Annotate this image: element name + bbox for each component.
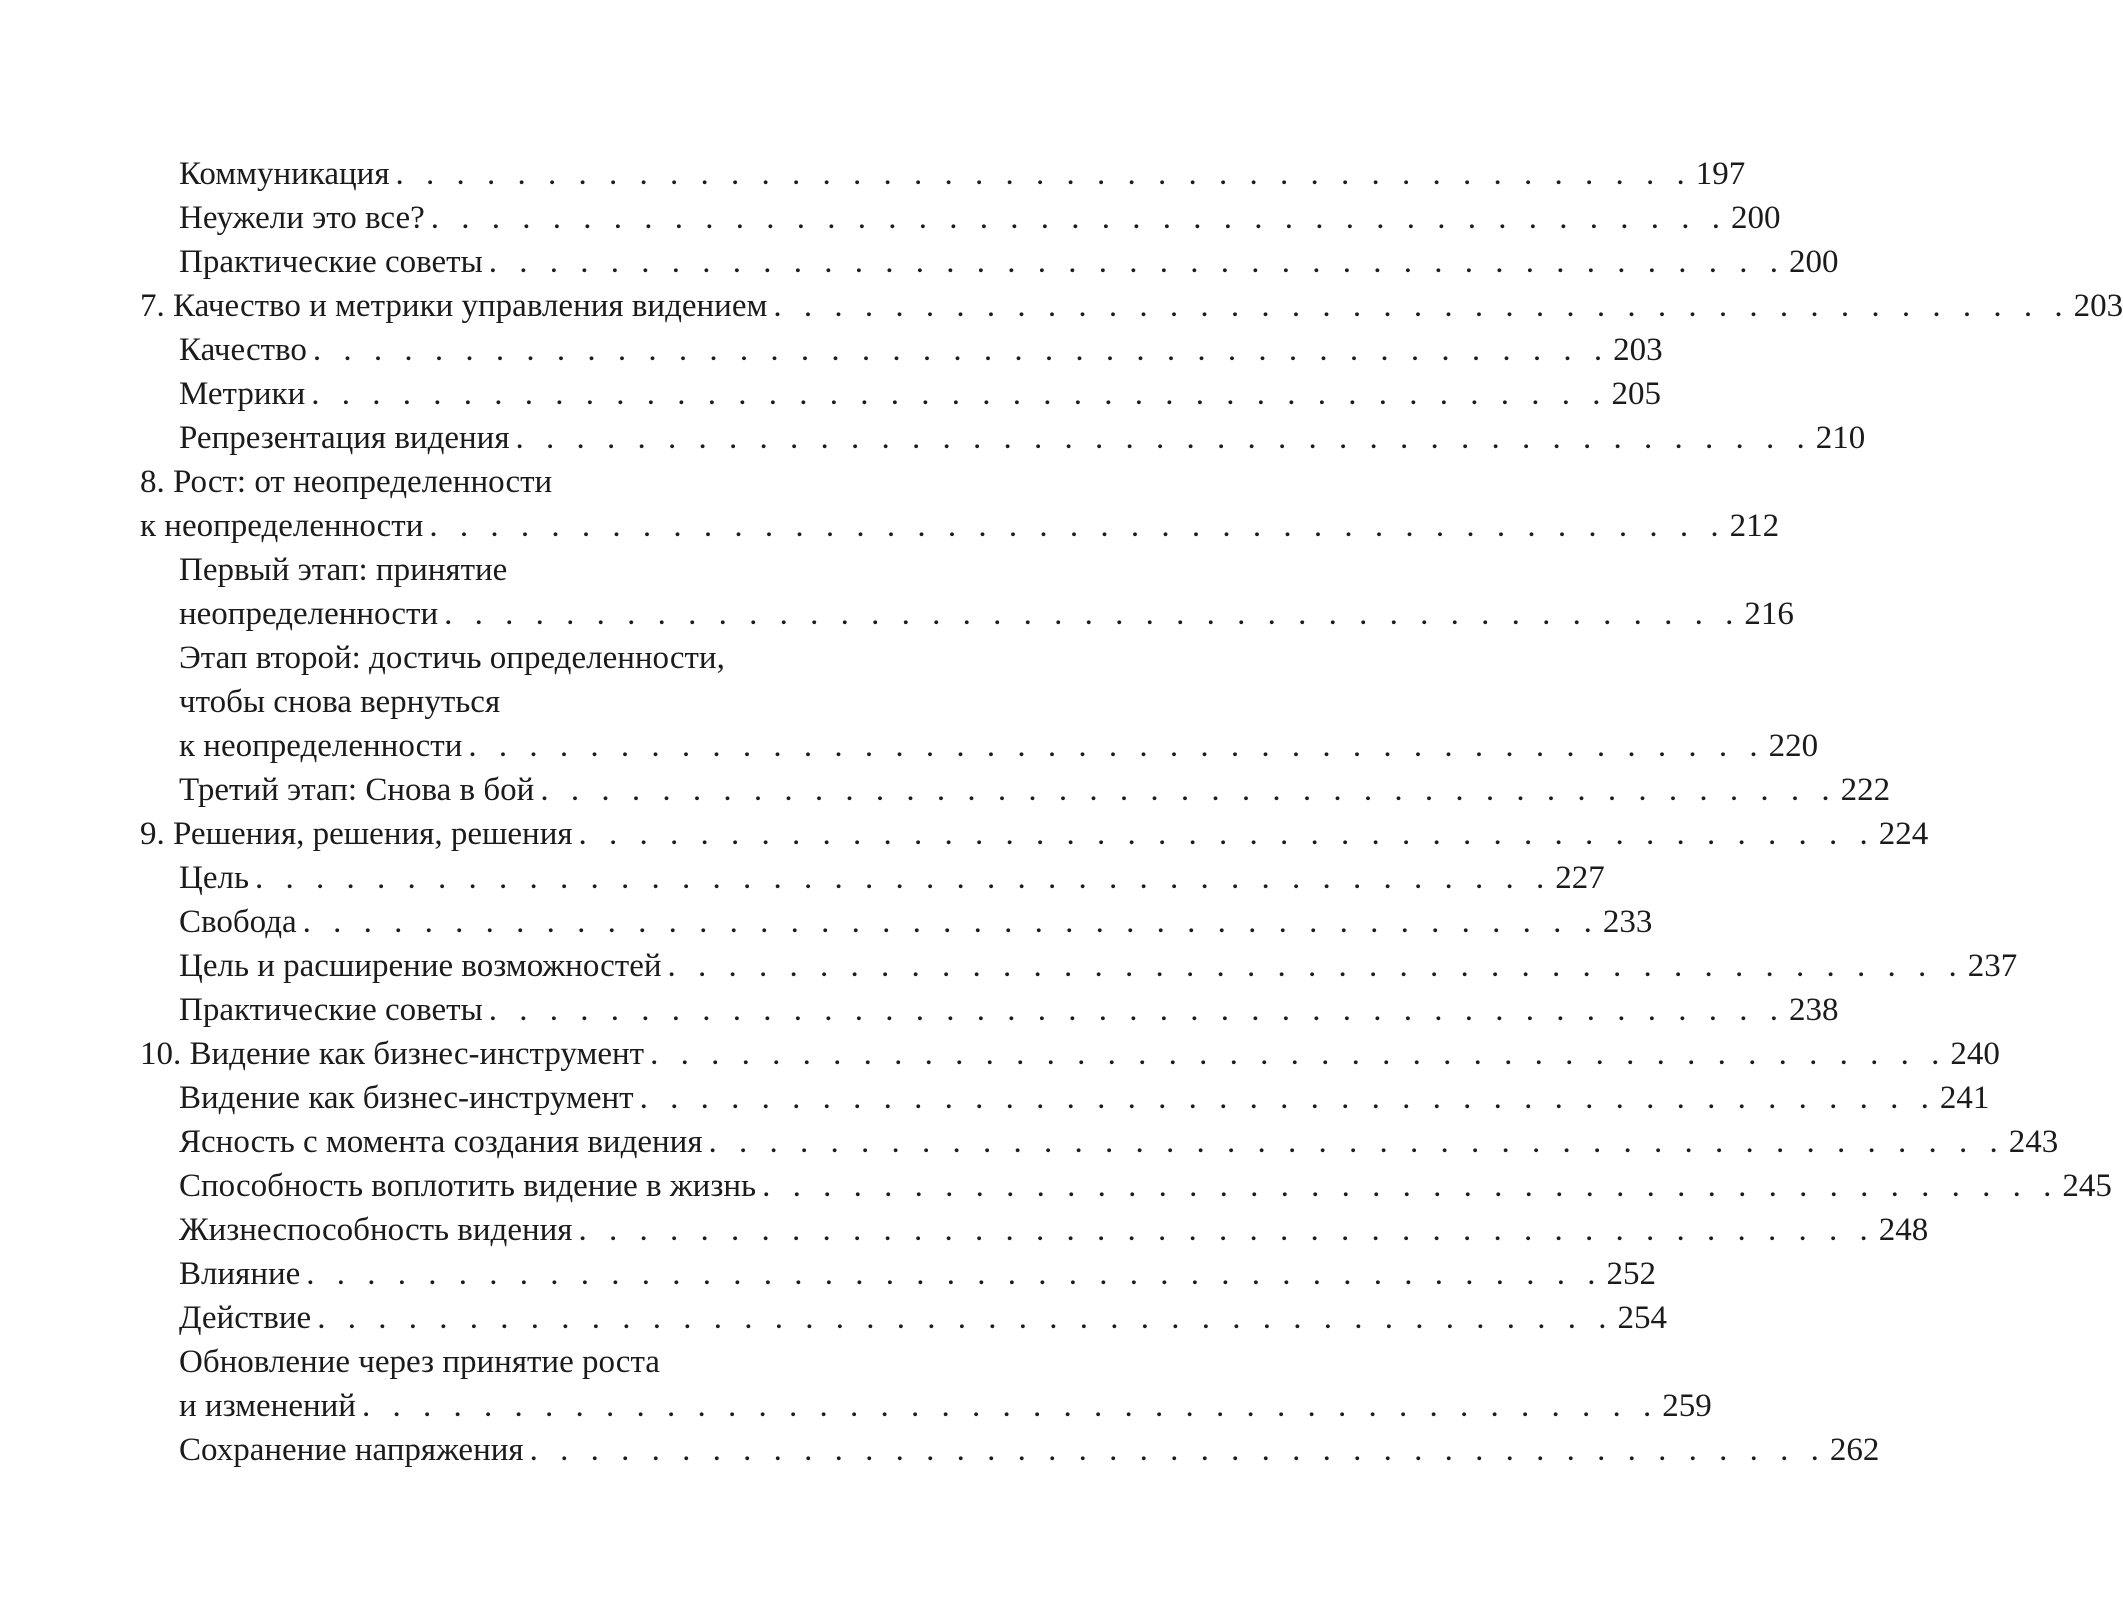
toc-entry-line bbox=[179, 1296, 1667, 1340]
toc-section-entry bbox=[140, 856, 1605, 900]
toc-chapter-entry bbox=[140, 460, 1780, 548]
toc-section-entry bbox=[140, 1340, 1712, 1428]
toc-page-number: 200 bbox=[1789, 244, 1839, 280]
dot-leader: . . . . . . . . . . . . . . . . . . . . . . . . . . . . . . . . . . . . . . . . . . . bbox=[317, 1300, 1614, 1336]
dot-leader: . . . . . . . . . . . . . . . . . . . . . . . . . . . . . . . . . . . . . . . . . . . bbox=[430, 200, 1727, 236]
toc-page-number: 245 bbox=[2062, 1168, 2112, 1204]
toc-page-number: 216 bbox=[1744, 596, 1794, 632]
toc-entry-title: 8. Рост: от неопределенности bbox=[140, 464, 553, 500]
toc-entry-line bbox=[179, 1164, 2112, 1208]
toc-chapter-entry bbox=[140, 284, 2123, 328]
toc-section-entry bbox=[140, 1428, 1880, 1472]
toc-section-entry bbox=[140, 636, 1819, 768]
toc-entry-line bbox=[179, 1340, 900, 1384]
toc-page-number: 200 bbox=[1731, 200, 1781, 236]
toc-entry-title: Метрики bbox=[179, 376, 306, 412]
toc-section-entry bbox=[140, 240, 1839, 284]
toc-section-entry bbox=[140, 1252, 1657, 1296]
toc-section-entry bbox=[140, 1164, 2112, 1208]
toc-section-entry bbox=[140, 944, 2018, 988]
dot-leader: . . . . . . . . . . . . . . . . . . . . . . . . . . . . . . . . . . . . . . . . . . . bbox=[529, 1432, 1826, 1468]
toc-page-number: 262 bbox=[1829, 1432, 1880, 1468]
toc-entry-line bbox=[140, 1032, 2000, 1076]
toc-section-entry bbox=[140, 1208, 1929, 1252]
toc-entry-title: к неопределенности bbox=[140, 508, 424, 544]
toc-section-entry bbox=[140, 900, 1653, 944]
toc-page-number: 227 bbox=[1555, 860, 1605, 896]
toc-entry-line bbox=[179, 1076, 1990, 1120]
toc-entry-line bbox=[179, 328, 1663, 372]
dot-leader: . . . . . . . . . . . . . . . . . . . . . . . . . . . . . . . . . . . . . . . . . . . bbox=[429, 508, 1726, 544]
toc-entry-title: неопределенности bbox=[179, 596, 439, 632]
dot-leader: . . . . . . . . . . . . . . . . . . . . . . . . . . . . . . . . . . . . . . . . . . . bbox=[578, 816, 1875, 852]
dot-leader: . . . . . . . . . . . . . . . . . . . . . . . . . . . . . . . . . . . . . . . . . . . bbox=[311, 376, 1608, 412]
toc-page-number: 212 bbox=[1729, 508, 1780, 544]
toc-entry-title: Способность воплотить видение в жизнь bbox=[179, 1168, 757, 1204]
toc-page-number: 233 bbox=[1602, 904, 1653, 940]
toc-entry-title: Третий этап: Снова в бой bbox=[179, 772, 535, 808]
toc-entry-title: Практические советы bbox=[179, 992, 483, 1028]
toc-entry-line bbox=[179, 680, 900, 724]
dot-leader: . . . . . . . . . . . . . . . . . . . . . . . . . . . . . . . . . . . . . . . . . . . bbox=[488, 992, 1785, 1028]
toc-section-entry bbox=[140, 1296, 1667, 1340]
toc-chapter-entry bbox=[140, 1032, 2000, 1076]
toc-entry-title: Этап второй: достичь определенности, bbox=[179, 640, 725, 676]
dot-leader: . . . . . . . . . . . . . . . . . . . . . . . . . . . . . . . . . . . . . . . . . . . bbox=[444, 596, 1741, 632]
toc-page-number: 203 bbox=[2073, 288, 2123, 324]
toc-page-number: 237 bbox=[1967, 948, 2018, 984]
toc-section-entry bbox=[140, 196, 1781, 240]
toc-entry-title: и изменений bbox=[179, 1388, 356, 1424]
dot-leader: . . . . . . . . . . . . . . . . . . . . . . . . . . . . . . . . . . . . . . . . . . . bbox=[306, 1256, 1603, 1292]
toc-entry-title: Неужели это все? bbox=[179, 200, 425, 236]
toc-page-number: 241 bbox=[1939, 1080, 1990, 1116]
toc-page-number: 248 bbox=[1878, 1212, 1929, 1248]
toc-page-number: 197 bbox=[1695, 156, 1746, 192]
toc-entry-line bbox=[179, 724, 1819, 768]
toc-entry-title: 9. Решения, решения, решения bbox=[140, 816, 573, 852]
toc-entry-line bbox=[179, 1208, 1929, 1252]
toc-page-number: 252 bbox=[1606, 1256, 1657, 1292]
toc-entry-line bbox=[179, 900, 1653, 944]
toc-entry-title: Цель и расширение возможностей bbox=[179, 948, 662, 984]
toc-entry-line bbox=[179, 1428, 1880, 1472]
dot-leader: . . . . . . . . . . . . . . . . . . . . . . . . . . . . . . . . . . . . . . . . . . . bbox=[255, 860, 1552, 896]
toc-entry-line bbox=[179, 944, 2018, 988]
toc-entry-line bbox=[179, 1120, 2059, 1164]
dot-leader: . . . . . . . . . . . . . . . . . . . . . . . . . . . . . . . . . . . . . . . . . . . bbox=[773, 288, 2070, 324]
toc-page-number: 224 bbox=[1878, 816, 1929, 852]
toc-entry-title: 10. Видение как бизнес-инструмент bbox=[140, 1036, 645, 1072]
toc-entry-line bbox=[179, 196, 1781, 240]
toc-entry-line bbox=[179, 1384, 1712, 1428]
dot-leader: . . . . . . . . . . . . . . . . . . . . . . . . . . . . . . . . . . . . . . . . . . . bbox=[395, 156, 1692, 192]
toc-page-number: 220 bbox=[1768, 728, 1819, 764]
dot-leader: . . . . . . . . . . . . . . . . . . . . . . . . . . . . . . . . . . . . . . . . . . . bbox=[650, 1036, 1947, 1072]
toc-entry-line bbox=[140, 284, 2123, 328]
table-of-contents bbox=[140, 152, 2123, 1472]
toc-section-entry bbox=[140, 768, 1891, 812]
toc-entry-line bbox=[179, 636, 900, 680]
toc-page-number: 205 bbox=[1611, 376, 1661, 412]
toc-entry-title: Свобода bbox=[179, 904, 297, 940]
toc-section-entry bbox=[140, 1076, 1990, 1120]
toc-entry-title: Коммуникация bbox=[179, 156, 390, 192]
toc-entry-line bbox=[179, 416, 1866, 460]
dot-leader: . . . . . . . . . . . . . . . . . . . . . . . . . . . . . . . . . . . . . . . . . . . bbox=[488, 244, 1785, 280]
dot-leader: . . . . . . . . . . . . . . . . . . . . . . . . . . . . . . . . . . . . . . . . . . . bbox=[468, 728, 1765, 764]
toc-entry-line bbox=[179, 768, 1891, 812]
toc-entry-title: Влияние bbox=[179, 1256, 301, 1292]
toc-page-number: 203 bbox=[1613, 332, 1663, 368]
toc-entry-title: Цель bbox=[179, 860, 249, 896]
dot-leader: . . . . . . . . . . . . . . . . . . . . . . . . . . . . . . . . . . . . . . . . . . . bbox=[639, 1080, 1936, 1116]
dot-leader: . . . . . . . . . . . . . . . . . . . . . . . . . . . . . . . . . . . . . . . . . . . bbox=[540, 772, 1837, 808]
toc-entry-line bbox=[140, 812, 1929, 856]
toc-section-entry bbox=[140, 548, 1794, 636]
toc-entry-line bbox=[179, 988, 1839, 1032]
toc-entry-line bbox=[140, 504, 1780, 548]
toc-entry-line bbox=[179, 592, 1794, 636]
dot-leader: . . . . . . . . . . . . . . . . . . . . . . . . . . . . . . . . . . . . . . . . . . . bbox=[578, 1212, 1875, 1248]
toc-entry-line bbox=[179, 856, 1605, 900]
toc-entry-title: 7. Качество и метрики управления видением bbox=[140, 288, 768, 324]
toc-entry-line bbox=[179, 240, 1839, 284]
toc-section-entry bbox=[140, 1120, 2059, 1164]
dot-leader: . . . . . . . . . . . . . . . . . . . . . . . . . . . . . . . . . . . . . . . . . . . bbox=[708, 1124, 2005, 1160]
toc-entry-title: Видение как бизнес-инструмент bbox=[179, 1080, 634, 1116]
toc-entry-line bbox=[140, 460, 900, 504]
dot-leader: . . . . . . . . . . . . . . . . . . . . . . . . . . . . . . . . . . . . . . . . . . . bbox=[667, 948, 1964, 984]
toc-page-number: 259 bbox=[1662, 1388, 1712, 1424]
toc-entry-title: Жизнеспособность видения bbox=[179, 1212, 573, 1248]
toc-page-number: 243 bbox=[2008, 1124, 2059, 1160]
toc-entry-title: Ясность с момента создания видения bbox=[179, 1124, 703, 1160]
toc-page-number: 210 bbox=[1815, 420, 1866, 456]
toc-entry-title: к неопределенности bbox=[179, 728, 463, 764]
dot-leader: . . . . . . . . . . . . . . . . . . . . . . . . . . . . . . . . . . . . . . . . . . . bbox=[762, 1168, 2059, 1204]
toc-entry-title: Репрезентация видения bbox=[179, 420, 510, 456]
toc-chapter-entry bbox=[140, 812, 1929, 856]
toc-entry-line bbox=[179, 372, 1661, 416]
toc-section-entry bbox=[140, 328, 1663, 372]
toc-entry-line bbox=[179, 152, 1746, 196]
dot-leader: . . . . . . . . . . . . . . . . . . . . . . . . . . . . . . . . . . . . . . . . . . . bbox=[361, 1388, 1659, 1424]
dot-leader: . . . . . . . . . . . . . . . . . . . . . . . . . . . . . . . . . . . . . . . . . . . bbox=[312, 332, 1610, 368]
toc-entry-title: Обновление через принятие роста bbox=[179, 1344, 660, 1380]
toc-section-entry bbox=[140, 988, 1839, 1032]
toc-section-entry bbox=[140, 372, 1661, 416]
toc-entry-title: Действие bbox=[179, 1300, 312, 1336]
toc-entry-line bbox=[179, 548, 900, 592]
toc-section-entry bbox=[140, 416, 1866, 460]
toc-entry-title: Качество bbox=[179, 332, 307, 368]
toc-page-number: 222 bbox=[1840, 772, 1891, 808]
toc-entry-line bbox=[179, 1252, 1657, 1296]
toc-entry-title: Практические советы bbox=[179, 244, 483, 280]
toc-entry-title: Первый этап: принятие bbox=[179, 552, 508, 588]
toc-page-number: 240 bbox=[1950, 1036, 2000, 1072]
toc-page-number: 254 bbox=[1617, 1300, 1667, 1336]
toc-entry-title: чтобы снова вернуться bbox=[179, 684, 501, 720]
toc-page-number: 238 bbox=[1789, 992, 1839, 1028]
dot-leader: . . . . . . . . . . . . . . . . . . . . . . . . . . . . . . . . . . . . . . . . . . . bbox=[302, 904, 1599, 940]
toc-section-entry bbox=[140, 152, 1746, 196]
dot-leader: . . . . . . . . . . . . . . . . . . . . . . . . . . . . . . . . . . . . . . . . . . . bbox=[515, 420, 1812, 456]
toc-entry-title: Сохранение напряжения bbox=[179, 1432, 524, 1468]
